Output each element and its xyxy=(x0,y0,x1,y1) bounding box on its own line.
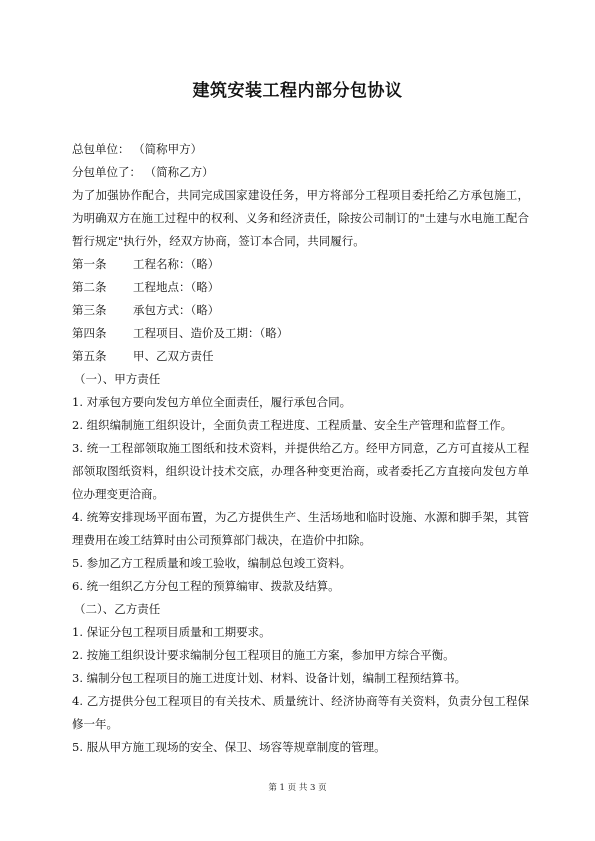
article-3 xyxy=(72,299,529,322)
party-b-item: 1. 保证分包工程项目质量和工期要求。 xyxy=(72,625,271,639)
party-b-item: 4. 乙方提供分包工程项目的有关技术、质量统计、经济协商等有关资料，负责分包工程保修一年。 xyxy=(72,694,529,731)
party-a-item: 3. 统一工程部领取施工图纸和技术资料，并提供给乙方。经甲方同意，乙方可直接从工程部领取图纸资料，组织设计技术交底，办理各种变更治商，或者委托乙方直接向发包方单位办理变更洽商。 xyxy=(72,441,529,501)
contractor-line: 总包单位： （简称甲方） xyxy=(72,142,203,156)
article-1 xyxy=(72,253,529,276)
article-2 xyxy=(72,276,529,299)
article-number: 第一条 xyxy=(72,257,107,271)
party-a-item: 6. 统一组织乙方分包工程的预算编审、拨款及结算。 xyxy=(72,579,340,593)
article-text: 承包方式：（略） xyxy=(133,303,220,317)
article-5 xyxy=(72,345,529,368)
party-a-item: 5. 参加乙方工程质量和竣工验收，编制总包竣工资料。 xyxy=(72,556,352,570)
section-heading-party-a: （一）、甲方责任 xyxy=(74,372,161,386)
page-footer: 第 1 页 共 3 页 xyxy=(268,783,327,793)
intro-paragraph: 为了加强协作配合，共同完成国家建设任务，甲方将部分工程项目委托给乙方承包施工，为明确双方在施工过程中的权利、义务和经济责任，除按公司制订的"土建与水电施工配合暂行规定"执行外，经双方协商，签订本合同，共同履行。 xyxy=(72,188,529,248)
article-text: 甲、乙双方责任 xyxy=(133,349,214,363)
article-number: 第二条 xyxy=(72,280,107,294)
document-title: 建筑安装工程内部分包协议 xyxy=(192,81,403,101)
article-number: 第五条 xyxy=(72,349,107,363)
section-heading-party-b: （二）、乙方责任 xyxy=(74,602,161,616)
article-4 xyxy=(72,322,529,345)
article-text: 工程地点：（略） xyxy=(133,280,220,294)
party-a-item: 1. 对承包方要向发包方单位全面责任，履行承包合同。 xyxy=(72,395,352,409)
document-body xyxy=(72,138,529,759)
party-b-item: 2. 按施工组织设计要求编制分包工程项目的施工方案，参加甲方综合平衡。 xyxy=(72,648,455,662)
article-number: 第三条 xyxy=(72,303,107,317)
article-text: 工程项目、造价及工期：（略） xyxy=(133,326,289,340)
subcontractor-line: 分包单位了： （简称乙方） xyxy=(72,165,214,179)
article-number: 第四条 xyxy=(72,326,107,340)
party-b-item: 3. 编制分包工程项目的施工进度计划、材料、设备计划，编制工程预结算书。 xyxy=(72,671,467,685)
party-b-item: 5. 服从甲方施工现场的安全、保卫、场容等规章制度的管理。 xyxy=(72,740,386,754)
article-text: 工程名称：（略） xyxy=(133,257,220,271)
party-a-item: 2. 组织编制施工组织设计，全面负责工程进度、工程质量、安全生产管理和监督工作。 xyxy=(72,418,513,432)
party-a-item: 4. 统筹安排现场平面布置，为乙方提供生产、生活场地和临时设施、水源和脚手架，其管理费用在竣工结算时由公司预算部门裁决，在造价中扣除。 xyxy=(72,510,529,547)
